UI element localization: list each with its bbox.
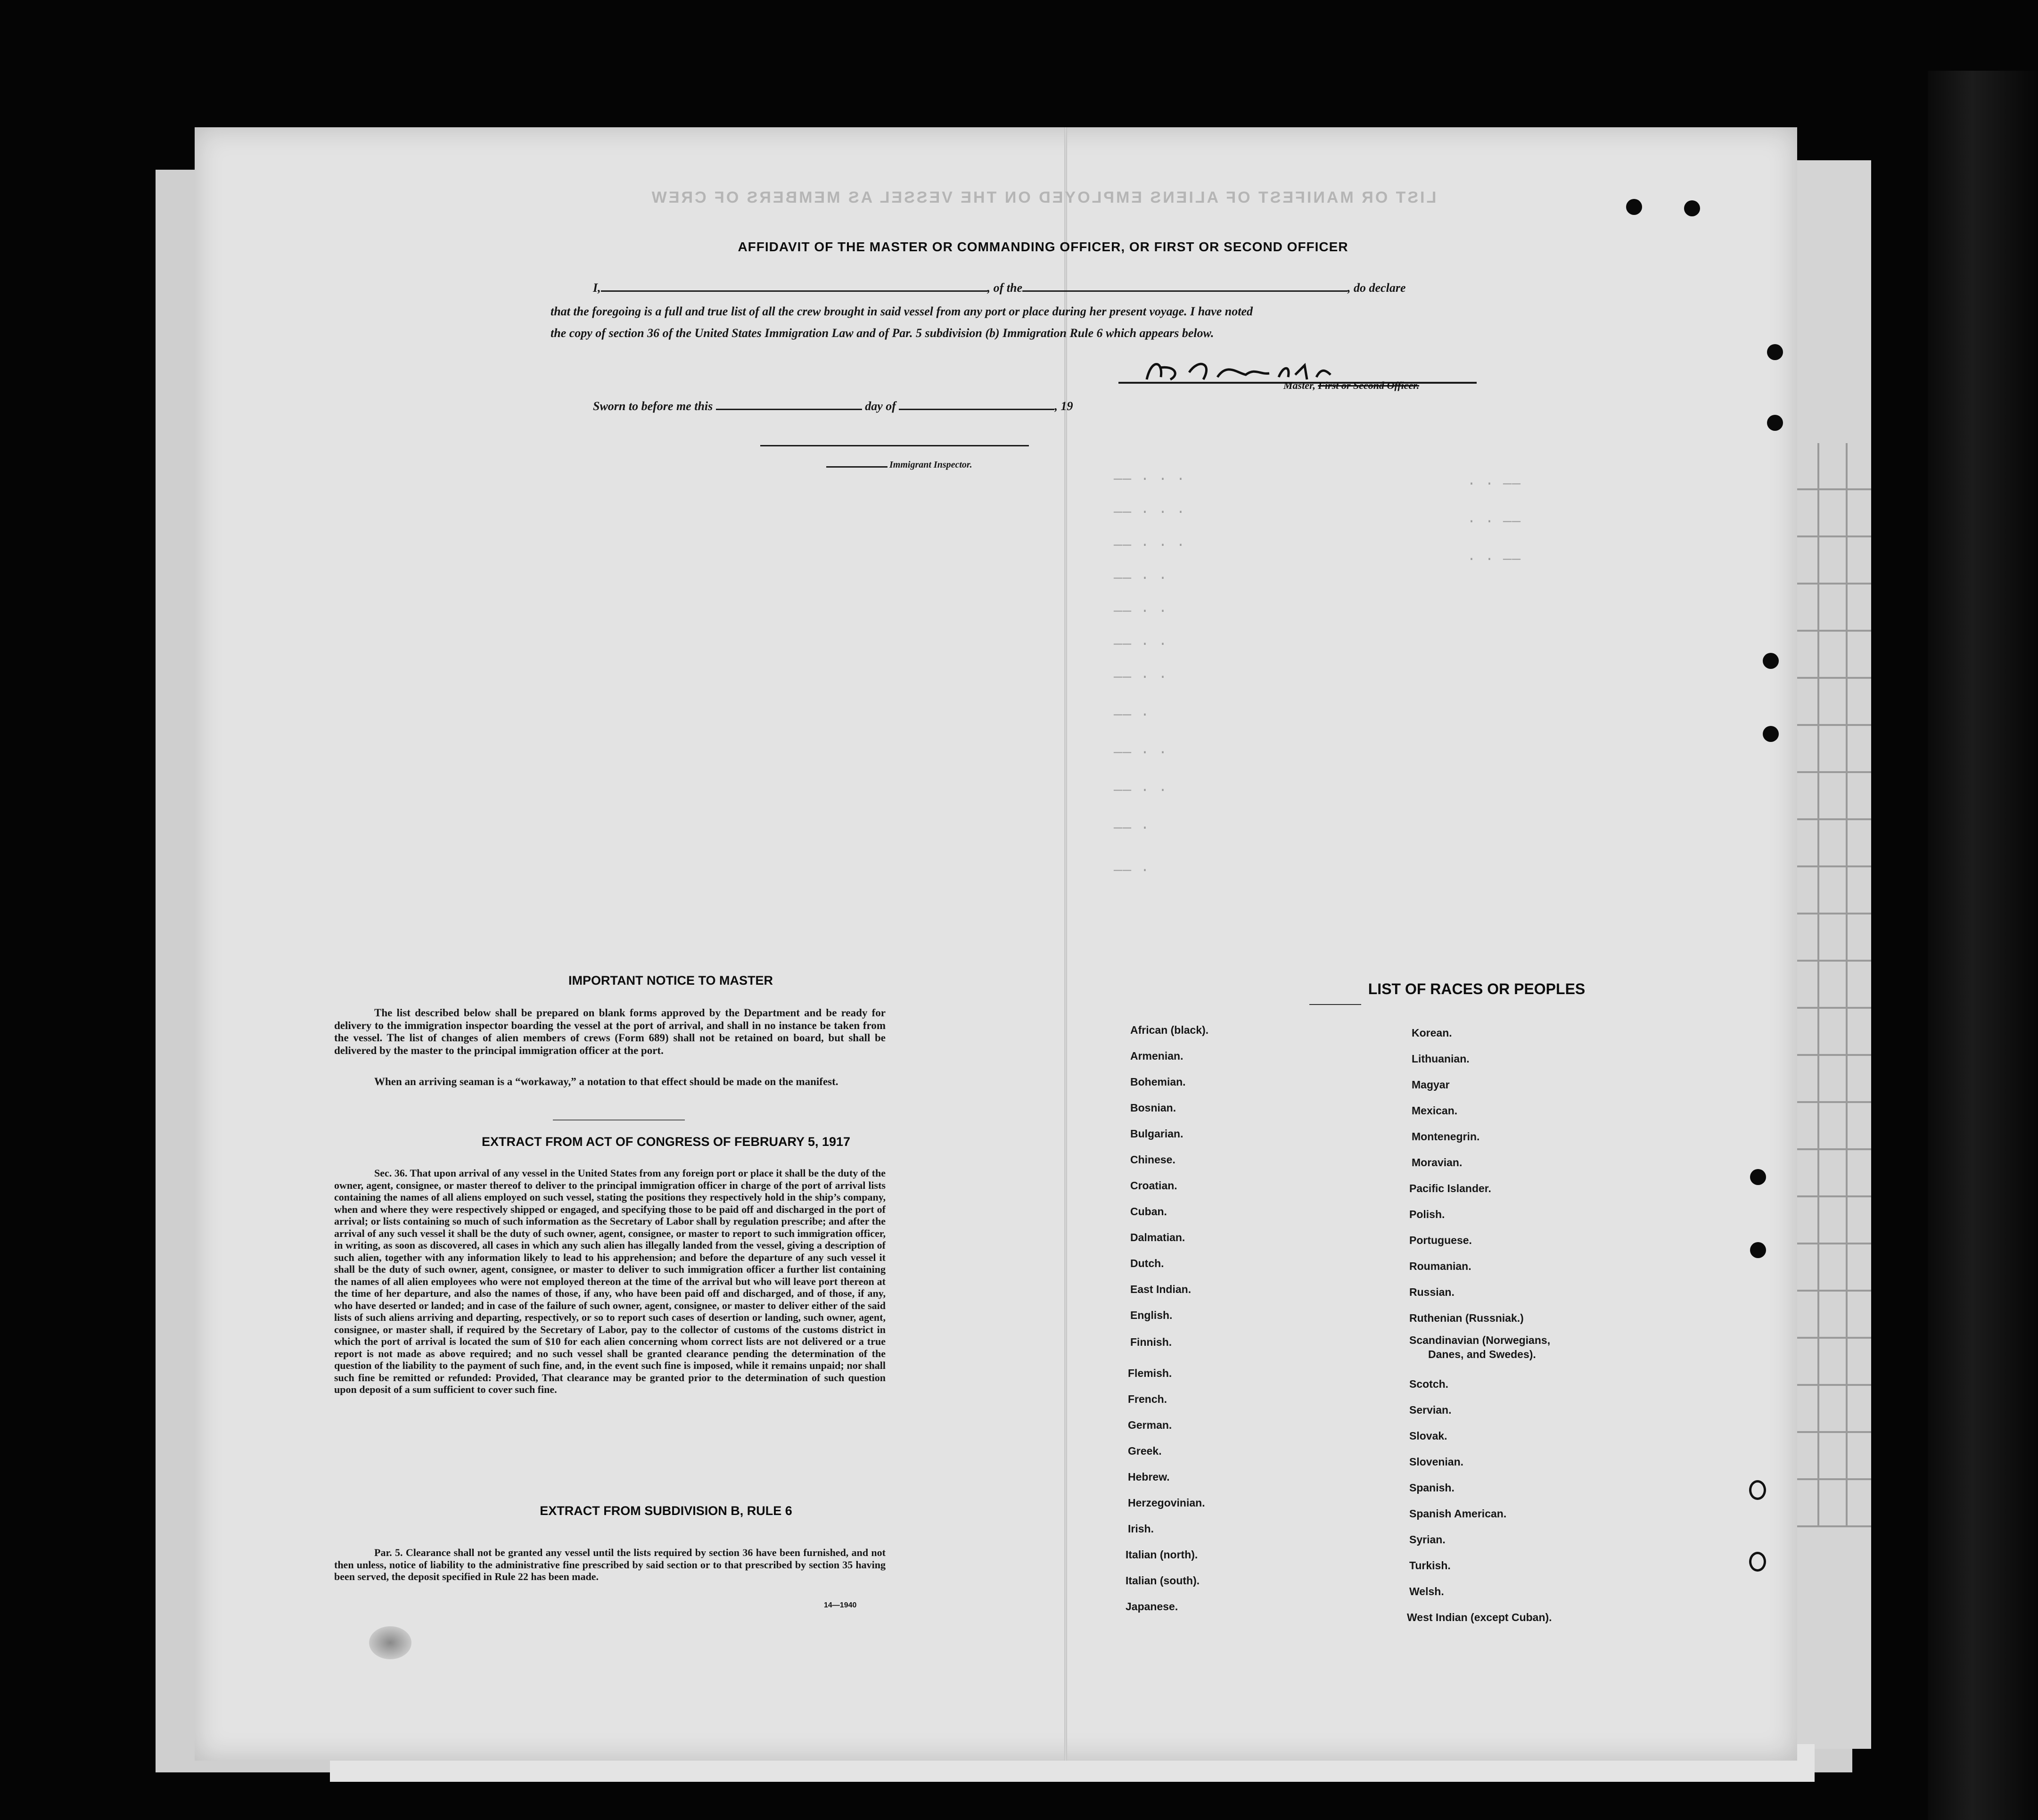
manifest-page: LIST OR MANIFEST OF ALIENS EMPLOYED ON THE VESSEL AS MEMBERS OF CREW —— · · · —— · · · —— · · · —— · · —— · · —— · · —— · · —— · —— · · —— · · —— · —— · · · —— · · —— · · —— AFFIDAVIT OF THE MASTER OR COMMANDING OFFICER, OR FIRST OR SECOND OFFICER I, , of the , do declare that the foregoing is a full and true list of all the crew brought in said vessel from any port or place during her present voyage. I have noted the copy of section 36 of the United States Immigration Law and of Par. 5 subdivision (b) Immigration Rule 6 which appears below. Master, First or Second Officer. Sworn to before me this day of , 19 Immigrant Inspector. IMPORTANT NOTICE TO MASTER The list described below shall be prepared on blank forms approved by the Department and be ready for delivery to the immigration inspector boarding the vessel at the port of arrival, and shall in no instance be taken from the vessel. The list of changes of alien members of crews (Form 689) shall not be retained on board, but shall be delivered by the master to the principal immigration officer at the port. When an arriving seaman is a “workaway,” a notation to that effect should be made on the manifest. EXTRACT FROM ACT OF CONGRESS OF FEBRUARY 5, 1917 Sec. 36. That upon arrival of any vessel in the United States from any foreign port or place it shall be the duty of the owner, agent, consignee, or master thereof to deliver to the principal immigration officer in charge of the port of arrival lists containing the names of all aliens employed on such vessel, stating the positions they respectively hold in the ship’s company, when and where they were respectively shipped or engaged, and specifying those to be paid off and discharged in the port of arrival; or lists containing so much of such information as the Secretary of Labor shall by regulation prescribe; and after the arrival of any such vessel it shall be the duty of such owner, agent, consignee, or master to report to such immigration officer, in writing, as soon as discovered, all cases in which any such alien has illegally landed from the vessel, giving a description of such alien, together with any information likely to lead to his apprehension; and before the departure of any such vessel it shall be the duty of such owner, agent, consignee, or master to deliver to such immigration officer a further list containing the names of all alien employees who were not employed thereon at the time of the arrival but who will leave port thereon at the time of her departure, and also the names of those, if any, who have been paid off and discharged, and of those, if any, who have deserted or landed; and in case of the failure of such owner, agent, consignee, or master to deliver either of the said lists of such aliens arriving and departing, respectively, or so to report such cases of desertion or landing, such owner, agent, consignee, or master shall, if required by the Secretary of Labor, pay to the collector of customs of the customs district in which the port of arrival is located the sum of $10 for each alien concerning whom correct lists are not delivered or a true report is not made as above required; and no such vessel shall be granted clearance pending the determination of the question of the liability to the payment of such fine, and, in the event such fine is imposed, while it remains unpaid; nor shall such fine be remitted or refunded: Provided, That clearance may be granted prior to the determination of such question upon deposit of a sum sufficient to cover such fine. EXTRACT FROM SUBDIVISION B, RULE 6 Par. 5. Clearance shall not be granted any vessel until the lists required by section 36 have been furnished, and not then unless, notice of liability to the administrative fine prescribed by said section or to that prescribed by section 35 having been served, the deposit specified in Rule 22 has been made. 14—1940 LIST OF RACES OR PEOPLES African (black). Armenian. Bohemian. Bosnian. Bulgarian. Chinese. Croatian. Cuban. Dalmatian. Dutch. East Indian. English. Finnish. Flemish. French. German. Greek. Hebrew. Herzegovinian. Irish. Italian (north). Italian (south). Japanese. Korean. Lithuanian. Magyar Mexican. Montenegrin. Moravian. Pacific Islander. Polish. Portuguese. Roumanian. Russian. Ruthenian (Russniak.) Scandinavian (Norwegians, Danes, and Swedes). Scotch. Servian. Slovak. Slovenian. Spanish. Spanish American. Syrian. Turkish. Welsh. West Indian (except Cuban). <box>195 127 1797 1761</box>
race-item: Welsh. <box>1409 1585 1444 1598</box>
race-item: Cuban. <box>1130 1205 1167 1218</box>
race-item: Irish. <box>1128 1523 1154 1535</box>
rule-extract-text: Par. 5. Clearance shall not be granted any vessel until the lists required by section 36 have been furnished, and not then unless, notice of liability to the administrative fine prescribed by said section or to that prescribed by section 35 having been served, the deposit specified in Rule 22 has been made. <box>334 1547 886 1582</box>
race-item: East Indian. <box>1130 1283 1192 1295</box>
race-item: Portuguese. <box>1409 1234 1472 1246</box>
struck-officer-text: First or Second Officer. <box>1318 379 1420 391</box>
race-item: Greek. <box>1128 1445 1162 1457</box>
binding-edge <box>1928 71 2038 1820</box>
inspector-label: Immigrant Inspector. <box>889 460 972 470</box>
affidavit-title: AFFIDAVIT OF THE MASTER OR COMMANDING OFFICER, OR FIRST OR SECOND OFFICER <box>738 239 1348 254</box>
race-item: Flemish. <box>1128 1367 1172 1379</box>
race-item: Herzegovinian. <box>1128 1497 1205 1509</box>
race-item: Dutch. <box>1130 1257 1164 1269</box>
race-item: French. <box>1128 1393 1167 1405</box>
race-item: Bohemian. <box>1130 1076 1186 1088</box>
day-of-label: day of <box>865 399 896 413</box>
affidavit-text-line-2: that the foregoing is a full and true list of all the crew brought in said vessel from any port or place during her present voyage. I have noted <box>551 305 1253 318</box>
page-fold <box>1064 127 1067 1761</box>
race-item: West Indian (except Cuban). <box>1407 1611 1552 1623</box>
punch-hole-icon <box>1626 199 1642 215</box>
punch-hole-ring-icon <box>1749 1552 1766 1572</box>
form-number: 14—1940 <box>824 1601 857 1609</box>
rule-extract-title: EXTRACT FROM SUBDIVISION B, RULE 6 <box>540 1504 792 1518</box>
race-item: Syrian. <box>1409 1533 1446 1546</box>
race-item: Pacific Islander. <box>1409 1182 1491 1194</box>
race-item: Spanish. <box>1409 1482 1455 1494</box>
race-item: Croatian. <box>1130 1179 1177 1192</box>
race-item: Italian (north). <box>1126 1548 1198 1561</box>
race-item: Mexican. <box>1412 1104 1458 1117</box>
race-item: Turkish. <box>1409 1559 1451 1572</box>
vessel-name-field[interactable] <box>1022 289 1348 292</box>
affidavit-text-line-3: the copy of section 36 of the United States Immigration Law and of Par. 5 subdivision (b) Immigration Rule 6 which appears below. <box>551 326 1214 340</box>
race-item: Bosnian. <box>1130 1102 1176 1114</box>
punch-hole-ring-icon <box>1749 1480 1766 1500</box>
sworn-label: Sworn to before me this <box>593 399 713 413</box>
race-item: Chinese. <box>1130 1153 1175 1166</box>
race-item: Scandinavian (Norwegians, <box>1409 1334 1551 1346</box>
race-item: Ruthenian (Russniak.) <box>1409 1312 1524 1324</box>
punch-hole-icon <box>1767 344 1783 360</box>
race-item: Lithuanian. <box>1412 1053 1470 1065</box>
race-item: Roumanian. <box>1409 1260 1471 1272</box>
paper-stain <box>369 1626 411 1659</box>
race-item: Spanish American. <box>1409 1507 1507 1520</box>
notice-title: IMPORTANT NOTICE TO MASTER <box>568 973 773 988</box>
sworn-line <box>593 399 1073 413</box>
race-item: Finnish. <box>1130 1336 1172 1348</box>
race-item: Italian (south). <box>1126 1574 1200 1587</box>
race-item: Hebrew. <box>1128 1471 1170 1483</box>
year-label: , 19 <box>1054 399 1073 413</box>
punch-hole-icon <box>1750 1169 1766 1185</box>
race-item: Montenegrin. <box>1412 1130 1480 1143</box>
affidavit-declaration-line <box>593 281 1405 295</box>
race-item: Scotch. <box>1409 1378 1449 1390</box>
race-item: Russian. <box>1409 1286 1455 1298</box>
declarant-prefix: I, <box>593 281 601 295</box>
races-title: LIST OF RACES OR PEOPLES <box>1368 980 1586 997</box>
race-item: Armenian. <box>1130 1050 1183 1062</box>
race-item: Servian. <box>1409 1404 1452 1416</box>
divider <box>1309 1004 1361 1005</box>
declarant-name-field[interactable] <box>601 289 987 292</box>
master-label: Master, First or Second Officer. <box>1283 379 1420 391</box>
race-item: African (black). <box>1130 1024 1209 1036</box>
race-item: Slovak. <box>1409 1430 1447 1442</box>
race-item: Moravian. <box>1412 1156 1463 1169</box>
sworn-day-field[interactable] <box>716 408 862 410</box>
inspector-signature-line[interactable] <box>760 444 1029 446</box>
punch-hole-icon <box>1684 200 1700 216</box>
race-item: Magyar <box>1412 1079 1450 1091</box>
right-sheet-grid <box>1791 443 1871 1527</box>
race-item: Danes, and Swedes). <box>1428 1348 1536 1360</box>
race-item: Slovenian. <box>1409 1456 1464 1468</box>
race-item: German. <box>1128 1419 1172 1431</box>
punch-hole-icon <box>1750 1242 1766 1258</box>
inspector-line <box>826 460 972 470</box>
race-item: Japanese. <box>1126 1600 1178 1613</box>
race-item: English. <box>1130 1309 1173 1321</box>
of-the-label: , of the <box>987 281 1023 295</box>
sworn-month-field[interactable] <box>899 408 1054 410</box>
race-item: Polish. <box>1409 1208 1445 1220</box>
punch-hole-icon <box>1767 415 1783 431</box>
act-extract-title: EXTRACT FROM ACT OF CONGRESS OF FEBRUARY 5, 1917 <box>481 1135 851 1149</box>
do-declare-label: , do declare <box>1348 281 1406 295</box>
act-extract-text: Sec. 36. That upon arrival of any vessel in the United States from any foreign port or place it shall be the duty of the owner, agent, consignee, or master thereof to deliver to the principal immigration officer in charge of the port of arrival lists containing the names of all aliens employed on such vessel, stating the positions they respectively hold in the ship’s company, when and where they were respectively shipped or engaged, and specifying those to be paid off and discharged in the port of arrival; or lists containing so much of such information as the Secretary of Labor shall by regulation prescribe; and after the arrival of any such vessel it shall be the duty of such owner, agent, consignee, or master to report to such immigration officer, in writing, as soon as discovered, all cases in which any such alien has illegally landed from the vessel, giving a description of such alien, together with any information likely to lead to his apprehension; and before the departure of any such vessel it shall be the duty of such owner, agent, consignee, or master to deliver to such immigration officer a further list containing the names of all alien employees who were not employed thereon at the time of the arrival but who will leave port thereon at the time of her departure, and also the names of those, if any, who have been paid off and discharged, and of those, if any, who have deserted or landed; and in case of the failure of such owner, agent, consignee, or master to deliver either of the said lists of such aliens arriving and departing, respectively, or so to report such cases of desertion or landing, such owner, agent, consignee, or master shall, if required by the Secretary of Labor, pay to the collector of customs of the customs district in which the port of arrival is located the sum of $10 for each alien concerning whom correct lists are not delivered or a true report is not made as above required; and no such vessel shall be granted clearance pending the determination of the question of the liability to the payment of such fine, and, in the event such fine is imposed, while it remains unpaid; nor shall such fine be remitted or refunded: Provided, That clearance may be granted prior to the determination of such question upon deposit of a sum sufficient to cover such fine. <box>334 1167 886 1395</box>
bleedthrough-title: LIST OR MANIFEST OF ALIENS EMPLOYED ON THE VESSEL AS MEMBERS OF CREW <box>649 189 1437 206</box>
punch-hole-icon <box>1763 653 1779 669</box>
notice-paragraph-2: When an arriving seaman is a “workaway,” a notation to that effect should be made on the manifest. <box>374 1076 838 1087</box>
race-item: Dalmatian. <box>1130 1231 1185 1244</box>
notice-paragraph-1: The list described below shall be prepared on blank forms approved by the Department and be ready for delivery to the immigration inspector boarding the vessel at the port of arrival, and shall in no instance be taken from the vessel. The list of changes of alien members of crews (Form 689) shall not be retained on board, but shall be delivered by the master to the principal immigration officer at the port. <box>334 1007 886 1056</box>
race-item: Korean. <box>1412 1027 1452 1039</box>
punch-hole-icon <box>1763 726 1779 742</box>
race-item: Bulgarian. <box>1130 1128 1183 1140</box>
